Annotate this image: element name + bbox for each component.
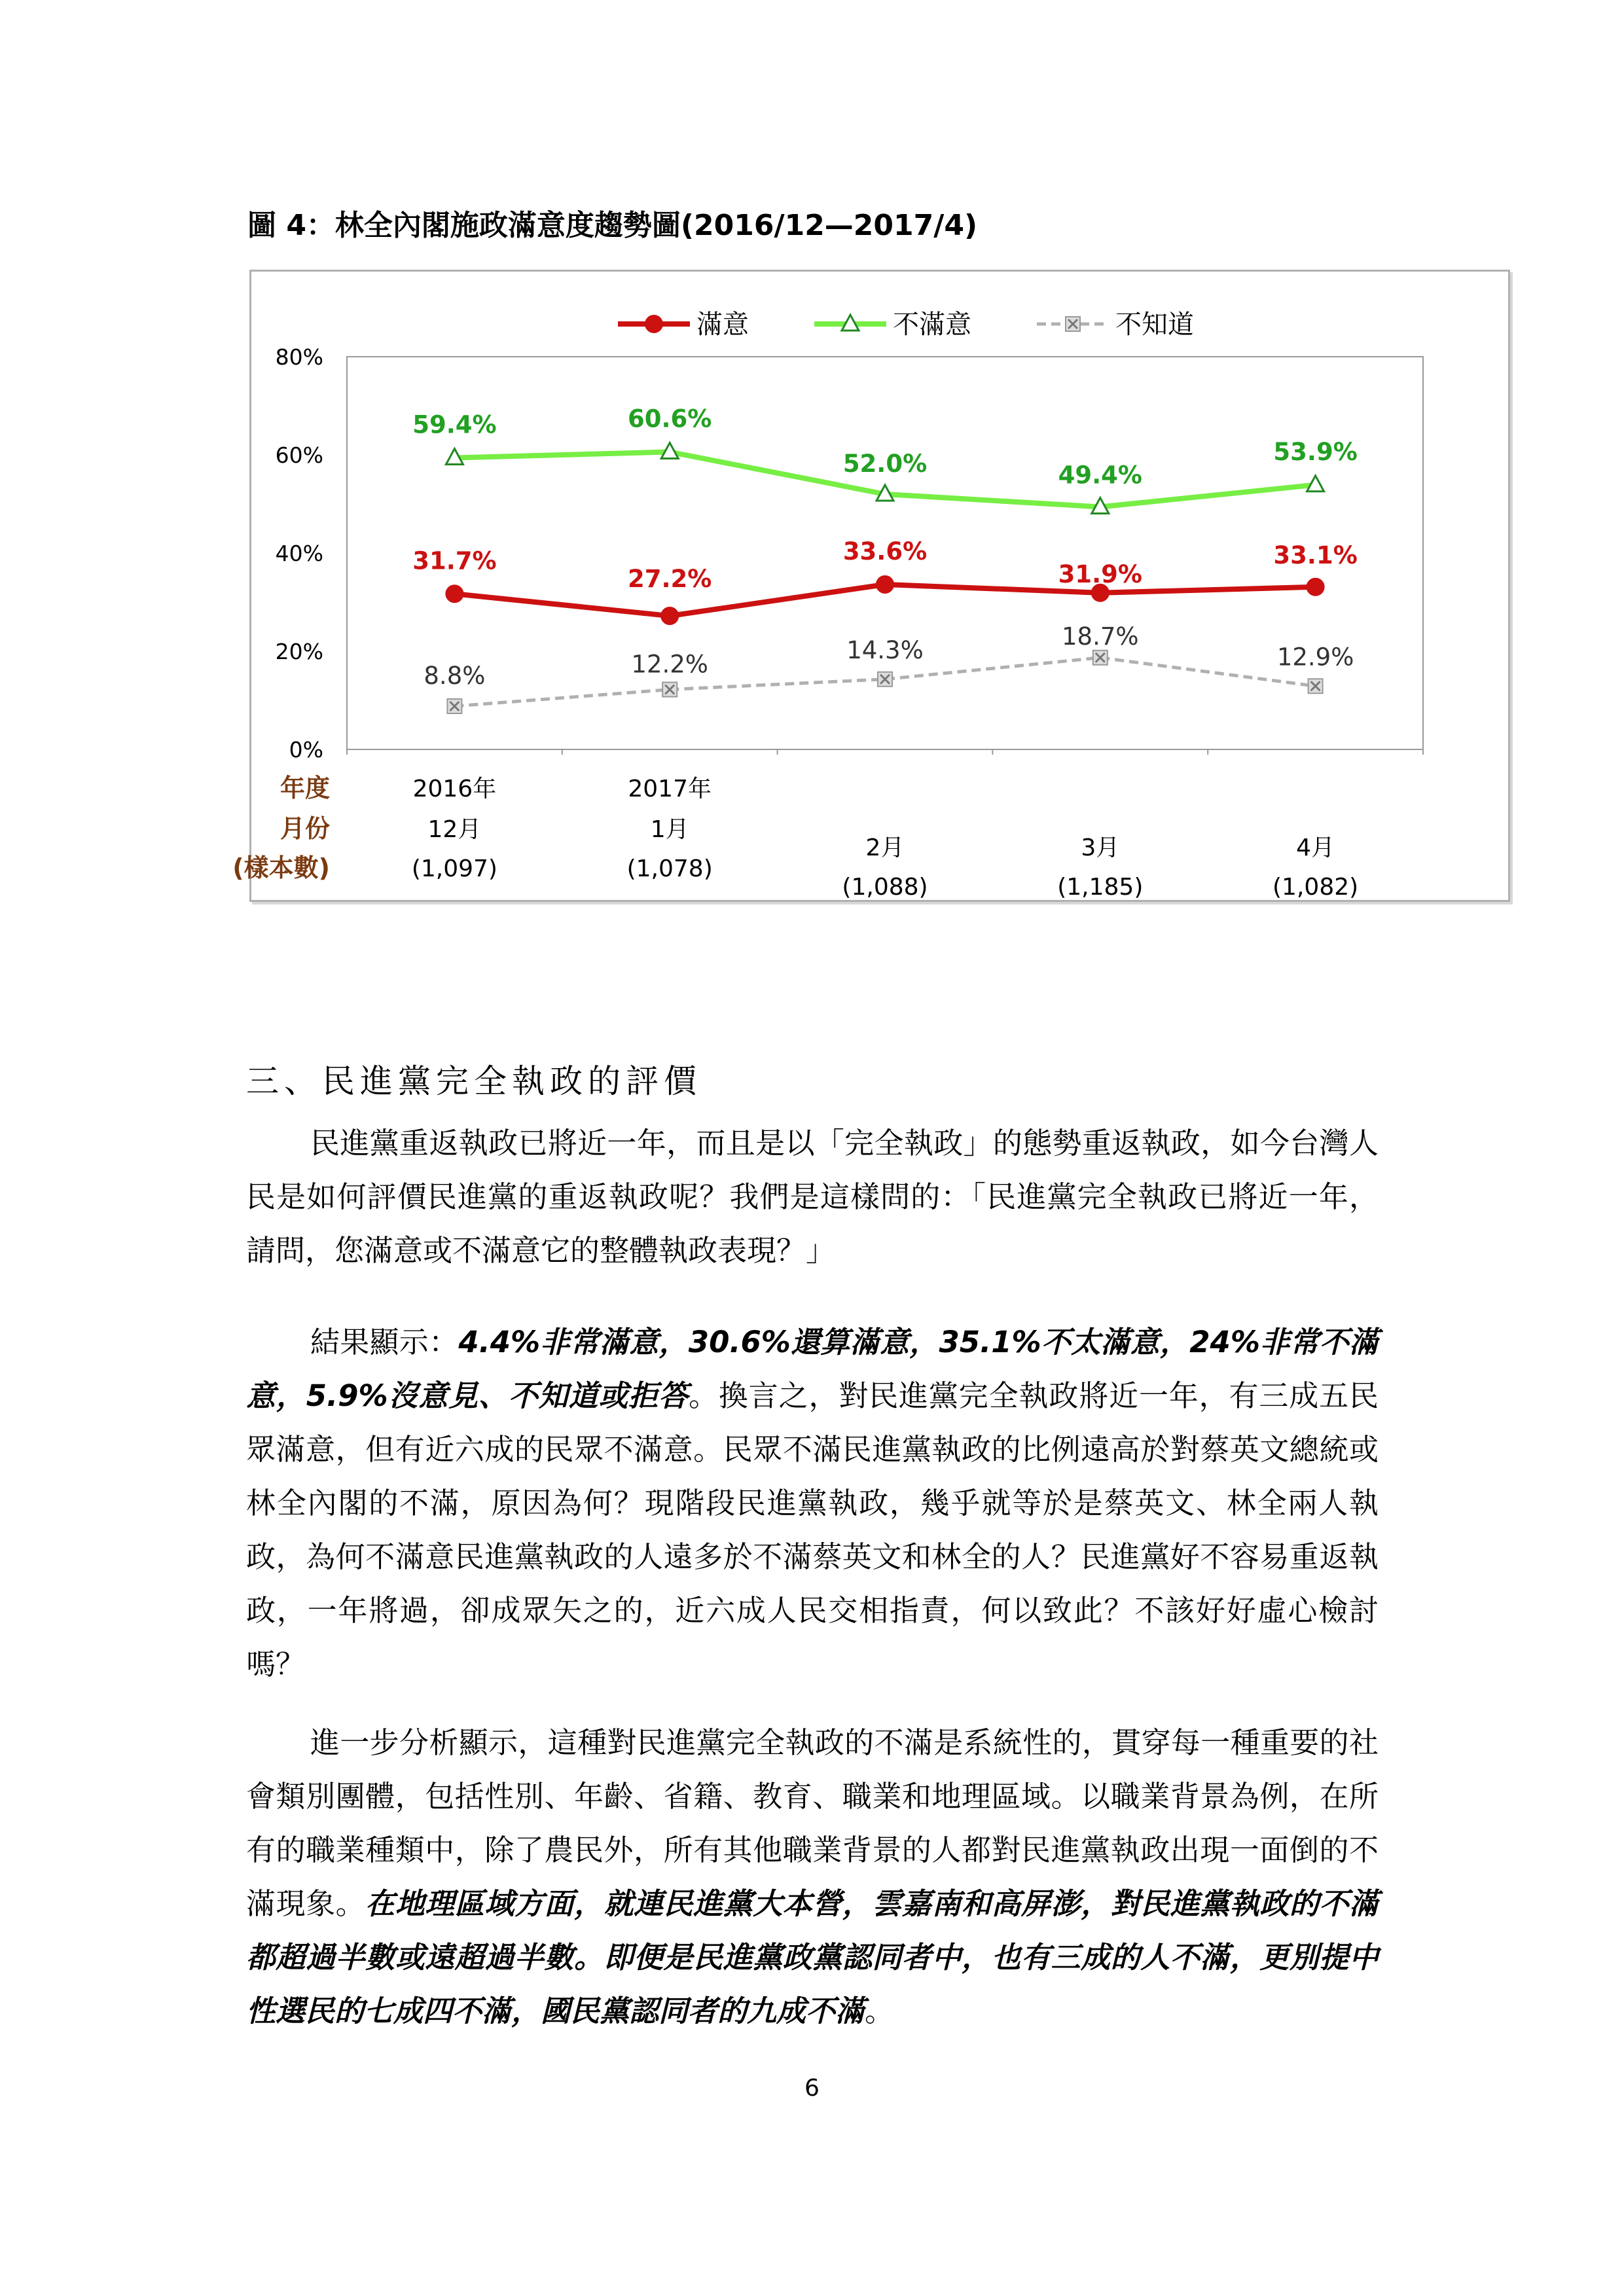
data-label-0-1: 27.2% [628,565,712,593]
data-label-0-3: 31.9% [1058,560,1142,588]
data-label-2-2: 14.3% [846,636,924,664]
page-number: 6 [804,2075,820,2102]
legend-label-2: 不知道 [1115,310,1194,340]
category-month-4: 4月 [1296,834,1335,861]
line-chart [232,270,1510,902]
data-label-0-2: 33.6% [842,537,928,565]
data-label-2-4: 12.9% [1276,643,1354,672]
y-tick-label: 40% [275,541,323,566]
data-label-1-4: 53.9% [1273,437,1358,466]
paragraph-3-emphasis: 在地理區域方面，就連民進黨大本營，雲嘉南和高屏澎，對民進黨執政的不滿都超過半數或遠超過半數。即便是民進黨政黨認同者中，也有三成的人不滿，更別提中性選民的七成四不滿，國民黨認同者的九成不滿 [246,1886,1379,2028]
legend-label-1: 不滿意 [893,310,971,340]
data-label-1-1: 60.6% [628,404,712,433]
category-sample-2: (1,088) [842,874,928,901]
row-label-sample: (樣本數) [232,853,330,882]
data-label-2-0: 8.8% [424,662,486,690]
paragraph-3-lead: 進一步分析顯示，這種對民進黨完全執政的不滿是系統性的，貫穿每一種重要的社會類別團體，包括性別、年齡、省籍、教育、職業和地理區域。以職業背景為例，在所有的職業種類中，除了農民外，所有其他職業背景的人都對民進黨執政出現一面倒的不滿現象。 [246,1725,1379,1921]
data-label-1-0: 59.4% [412,410,497,439]
data-point-0-4 [1307,579,1324,596]
data-point-0-1 [661,607,678,624]
paragraph-3-rest: 。 [865,1994,895,2028]
data-label-1-3: 49.4% [1058,461,1142,490]
section-heading: 三、民進黨完全執政的評價 [246,1062,702,1100]
y-tick-label: 0% [289,737,323,762]
paragraph-3 [246,1716,1379,2038]
legend-marker-0 [645,315,662,332]
category-sample-4: (1,082) [1272,874,1359,901]
paragraph-2 [246,1316,1379,1691]
paragraph-2-emphasis: 4.4%非常滿意，30.6%還算滿意，35.1%不太滿意，24%非常不滿意，5.9%沒意見、不知道或拒答 [246,1325,1379,1413]
data-label-2-1: 12.2% [631,650,708,679]
y-tick-label: 20% [275,639,323,664]
data-point-0-0 [446,585,463,602]
category-sample-1: (1,078) [626,855,713,882]
row-label-month: 月份 [280,814,330,843]
data-label-0-0: 31.7% [412,547,497,575]
data-point-0-2 [876,576,893,593]
row-label-year: 年度 [280,774,330,802]
category-month-0: 12月 [427,816,482,843]
figure-title: 圖 4：林全內閣施政滿意度趨勢圖(2016/12—2017/4) [247,209,978,242]
chart-svg [232,272,1508,901]
paragraph-2-rest: 。換言之，對民進黨完全執政將近一年，有三成五民眾滿意，但有近六成的民眾不滿意。民眾不滿民進黨執政的比例遠高於對蔡英文總統或林全內閣的不滿，原因為何？現階段民進黨執政，幾乎就等於是蔡英文、林全兩人執政，為何不滿意民進黨執政的人遠多於不滿蔡英文和林全的人？民進黨好不容易重返執政，一年將過，卻成眾矢之的，近六成人民交相指責，何以致此？不該好好虛心檢討嗎？ [246,1378,1379,1681]
y-tick-label: 80% [275,344,323,370]
category-year-0: 2016年 [412,776,497,802]
category-sample-3: (1,185) [1057,874,1144,901]
data-label-1-2: 52.0% [842,450,928,478]
y-tick-label: 60% [275,442,323,468]
category-year-1: 2017年 [628,776,712,802]
category-sample-0: (1,097) [411,855,497,882]
category-month-2: 2月 [865,834,905,861]
category-month-3: 3月 [1081,834,1120,861]
category-month-1: 1月 [650,816,689,843]
data-label-0-4: 33.1% [1273,541,1358,569]
legend-label-0: 滿意 [696,310,749,340]
paragraph-1: 民進黨重返執政已將近一年，而且是以「完全執政」的態勢重返執政，如今台灣人民是如何評價民進黨的重返執政呢？我們是這樣問的：「民進黨完全執政已將近一年，請問，您滿意或不滿意它的整體執政表現？」 [246,1126,1379,1268]
paragraph-2-lead: 結果顯示： [310,1325,459,1359]
data-label-2-3: 18.7% [1062,622,1139,651]
